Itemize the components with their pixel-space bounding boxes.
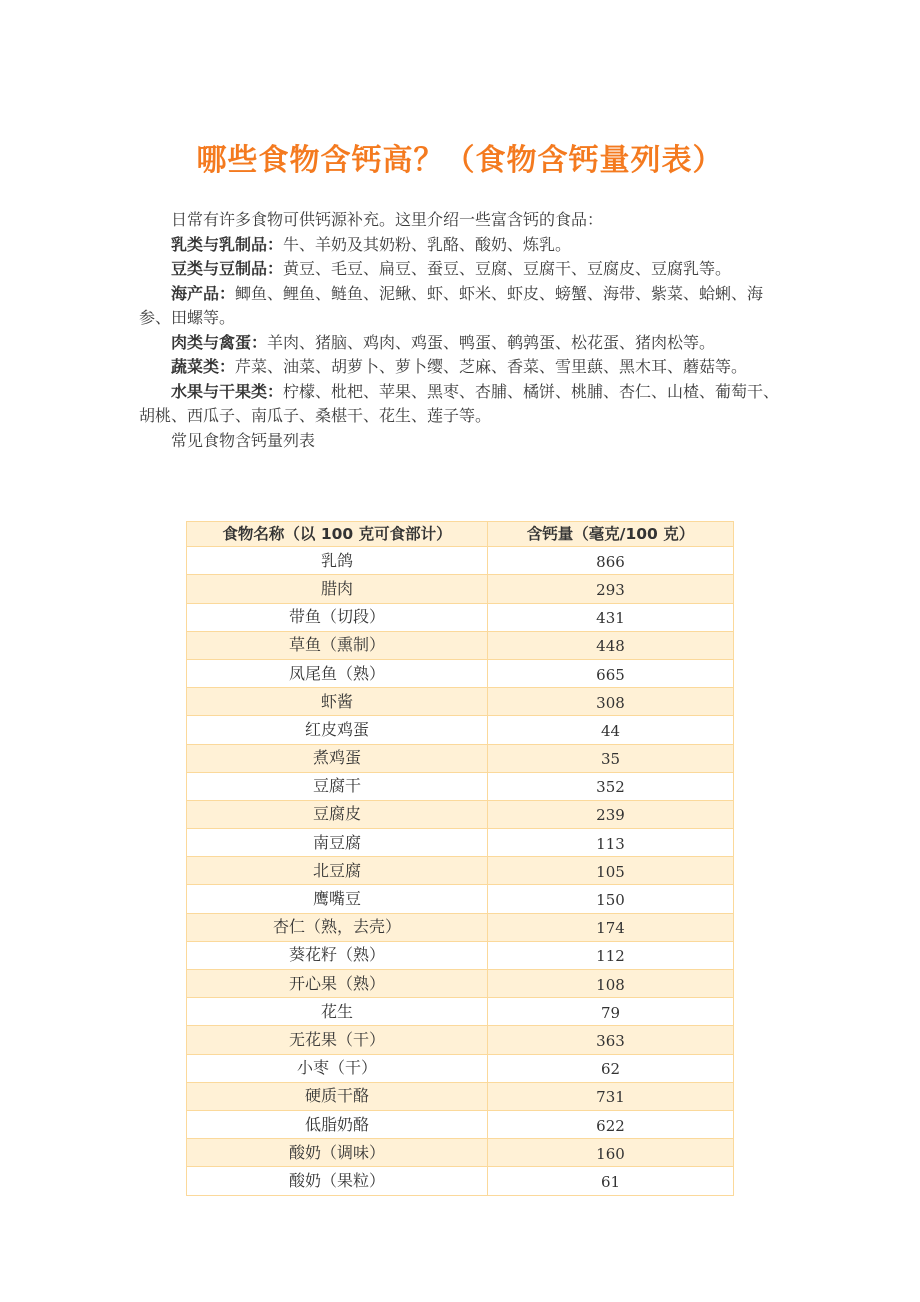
calcium-value-cell: 174 (488, 913, 734, 941)
calcium-value-cell: 61 (488, 1167, 734, 1195)
calcium-value-cell: 79 (488, 998, 734, 1026)
table-row (187, 688, 734, 716)
article-body (139, 208, 784, 453)
table-row (187, 1026, 734, 1054)
table-row (187, 631, 734, 659)
category-seafood (139, 282, 784, 331)
table-row (187, 547, 734, 575)
food-name-cell: 腊肉 (187, 575, 488, 603)
food-name-cell: 无花果（干） (187, 1026, 488, 1054)
category-fruits-nuts (139, 380, 784, 429)
table-row (187, 1167, 734, 1195)
food-name-cell: 花生 (187, 998, 488, 1026)
food-name-cell: 凤尾鱼（熟） (187, 659, 488, 687)
table-row (187, 829, 734, 857)
calcium-value-cell: 112 (488, 941, 734, 969)
page-title: 哪些食物含钙高？（食物含钙量列表） (196, 143, 724, 179)
category-soy (139, 257, 784, 282)
category-meat-eggs (139, 331, 784, 356)
table-row (187, 941, 734, 969)
food-name-cell: 酸奶（调味） (187, 1139, 488, 1167)
category-items: 柠檬、枇杷、苹果、黑枣、杏脯、橘饼、桃脯、杏仁、山楂、葡萄干、胡桃、西瓜子、南瓜子、桑椹干、花生、莲子等。 (139, 381, 780, 425)
table-row (187, 800, 734, 828)
calcium-value-cell: 665 (488, 659, 734, 687)
food-name-cell: 北豆腐 (187, 857, 488, 885)
table-row (187, 1110, 734, 1138)
table-row (187, 575, 734, 603)
calcium-value-cell: 35 (488, 744, 734, 772)
table-row (187, 716, 734, 744)
header-food-name: 食物名称（以 100 克可食部计） (187, 522, 488, 547)
calcium-value-cell: 44 (488, 716, 734, 744)
category-dairy (139, 233, 784, 258)
food-name-cell: 硬质干酪 (187, 1082, 488, 1110)
calcium-value-cell: 731 (488, 1082, 734, 1110)
table-row (187, 603, 734, 631)
table-row (187, 913, 734, 941)
food-name-cell: 酸奶（果粒） (187, 1167, 488, 1195)
calcium-value-cell: 308 (488, 688, 734, 716)
food-name-cell: 草鱼（熏制） (187, 631, 488, 659)
food-name-cell: 开心果（熟） (187, 970, 488, 998)
table-row (187, 1139, 734, 1167)
food-name-cell: 鹰嘴豆 (187, 885, 488, 913)
calcium-value-cell: 160 (488, 1139, 734, 1167)
calcium-value-cell: 113 (488, 829, 734, 857)
table-header-row (187, 522, 734, 547)
header-calcium: 含钙量（毫克/100 克） (488, 522, 734, 547)
food-name-cell: 虾酱 (187, 688, 488, 716)
category-label: 豆类与豆制品： (171, 259, 284, 278)
table-row (187, 885, 734, 913)
category-items: 芹菜、油菜、胡萝卜、萝卜缨、芝麻、香菜、雪里蕻、黑木耳、蘑菇等。 (235, 357, 748, 376)
calcium-value-cell: 448 (488, 631, 734, 659)
category-label: 蔬菜类： (171, 357, 236, 376)
calcium-value-cell: 866 (488, 547, 734, 575)
food-name-cell: 豆腐皮 (187, 800, 488, 828)
food-name-cell: 杏仁（熟，去壳） (187, 913, 488, 941)
table-caption: 常见食物含钙量列表 (171, 430, 316, 450)
calcium-value-cell: 622 (488, 1110, 734, 1138)
table-row (187, 659, 734, 687)
table-row (187, 744, 734, 772)
intro-paragraph: 日常有许多食物可供钙源补充。这里介绍一些富含钙的食品： (171, 210, 604, 229)
category-label: 水果与干果类： (171, 381, 284, 401)
category-label: 乳类与乳制品： (171, 234, 284, 254)
calcium-value-cell: 293 (488, 575, 734, 603)
food-name-cell: 南豆腐 (187, 829, 488, 857)
table-row (187, 772, 734, 800)
food-name-cell: 乳鸽 (187, 547, 488, 575)
food-name-cell: 煮鸡蛋 (187, 744, 488, 772)
calcium-value-cell: 431 (488, 603, 734, 631)
category-items: 鲫鱼、鲤鱼、鲢鱼、泥鳅、虾、虾米、虾皮、螃蟹、海带、紫菜、蛤蜊、海参、田螺等。 (139, 283, 764, 327)
calcium-value-cell: 239 (488, 800, 734, 828)
table-row (187, 1054, 734, 1082)
category-label: 海产品： (171, 283, 236, 303)
category-items: 黄豆、毛豆、扁豆、蚕豆、豆腐、豆腐干、豆腐皮、豆腐乳等。 (283, 259, 732, 278)
food-name-cell: 葵花籽（熟） (187, 941, 488, 969)
food-name-cell: 小枣（干） (187, 1054, 488, 1082)
table-row (187, 970, 734, 998)
calcium-value-cell: 352 (488, 772, 734, 800)
category-items: 羊肉、猪脑、鸡肉、鸡蛋、鸭蛋、鹌鹑蛋、松花蛋、猪肉松等。 (267, 332, 716, 352)
food-name-cell: 带鱼（切段） (187, 603, 488, 631)
calcium-value-cell: 150 (488, 885, 734, 913)
calcium-value-cell: 62 (488, 1054, 734, 1082)
category-items: 牛、羊奶及其奶粉、乳酪、酸奶、炼乳。 (283, 234, 572, 254)
food-name-cell: 豆腐干 (187, 772, 488, 800)
table-row (187, 998, 734, 1026)
calcium-value-cell: 105 (488, 857, 734, 885)
calcium-value-cell: 363 (488, 1026, 734, 1054)
table-row (187, 1082, 734, 1110)
food-name-cell: 低脂奶酪 (187, 1110, 488, 1138)
calcium-value-cell: 108 (488, 970, 734, 998)
calcium-table (186, 521, 734, 1196)
food-name-cell: 红皮鸡蛋 (187, 716, 488, 744)
table-row (187, 857, 734, 885)
category-label: 肉类与禽蛋： (171, 332, 268, 352)
category-vegetables (139, 355, 784, 380)
